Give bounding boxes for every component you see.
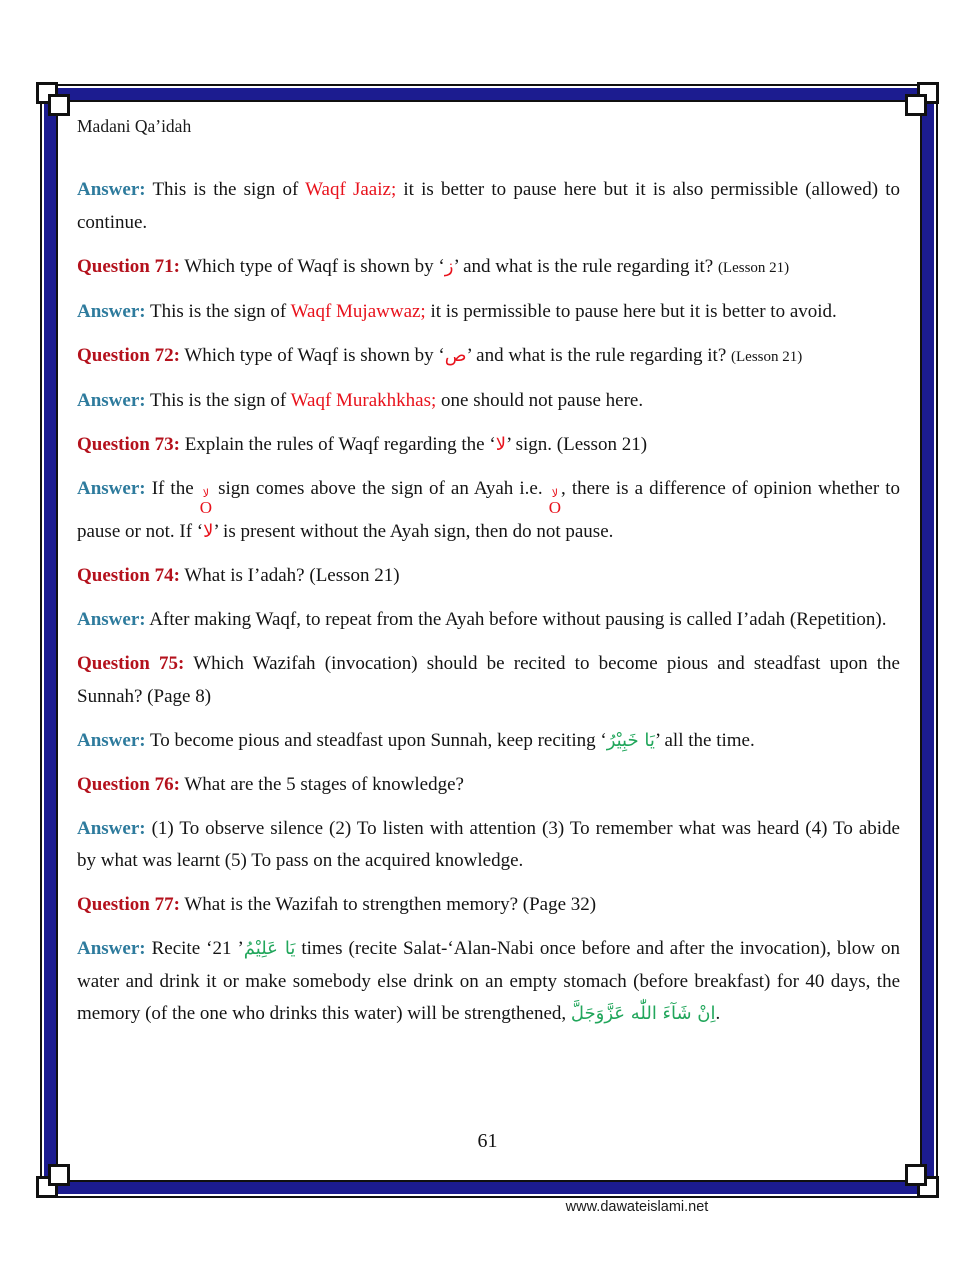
text-run: ’ all the time. xyxy=(654,729,755,751)
answer-label: Answer: xyxy=(77,729,146,751)
question-label: Question 75: xyxy=(77,653,185,675)
text-run: What is I’adah? (Lesson 21) xyxy=(179,565,400,587)
question-paragraph xyxy=(77,769,900,802)
question-paragraph xyxy=(77,648,900,713)
answer-paragraph xyxy=(77,813,900,878)
text-run: This is the sign of xyxy=(145,389,291,411)
arabic-waqf-sign: لا xyxy=(495,433,506,455)
arabic-invocation: اِنْ شَآءَ اللّٰه عَزَّوَجَلَّ xyxy=(570,1003,716,1025)
arabic-waqf-sign: لا xyxy=(203,521,214,543)
text-run: What is the Wazifah to strengthen memory? (Page 32) xyxy=(179,894,597,916)
arabic-invocation: يَا عَلِيْمُ xyxy=(243,938,296,960)
text-run: Which type of Waqf is shown by ‘ xyxy=(179,255,445,277)
arabic-waqf-sign: ز xyxy=(444,255,454,277)
question-paragraph xyxy=(77,560,900,593)
arabic-invocation: يَا خَبِيْرُ xyxy=(606,729,655,751)
answer-label: Answer: xyxy=(77,179,146,200)
answer-label: Answer: xyxy=(77,609,146,631)
corner-ornament-bottom-right-inner xyxy=(905,1164,927,1186)
arabic-waqf-sign: ص xyxy=(444,344,467,366)
answer-label: Answer: xyxy=(77,389,146,411)
text-run: ’ 21 times (recite Salat-‘Alan-Nabi once before and after the invocation), blow on water and drink it or make somebody else drink on an empty stomach (before breakfast) for 40 days, the memory (of the one who drinks this water) will be strengthened, xyxy=(77,938,900,1025)
question-paragraph xyxy=(77,889,900,922)
lesson-ref: (Lesson 21) xyxy=(731,348,803,365)
corner-ornament-bottom-left-inner xyxy=(48,1164,70,1186)
answer-label: Answer: xyxy=(77,938,146,960)
question-label: Question 72: xyxy=(77,344,180,366)
text-run: This is the sign of xyxy=(145,179,306,200)
text-run: . xyxy=(715,1003,721,1025)
question-label: Question 77: xyxy=(77,894,180,916)
answer-paragraph xyxy=(77,385,900,418)
question-label: Question 73: xyxy=(77,433,180,455)
text-run: After making Waqf, to repeat from the Ayah before without pausing is called I’adah (Repetition). xyxy=(145,609,887,631)
page-number: 61 xyxy=(477,1130,498,1152)
la-over-o-sign: لا O xyxy=(548,486,561,517)
text-run: it is permissible to pause here but it is better to avoid. xyxy=(425,300,837,322)
answer-paragraph xyxy=(77,473,900,549)
text-run: ’ is present without the Ayah sign, then do not pause. xyxy=(213,521,614,543)
waqf-term: Waqf Jaaiz; xyxy=(305,179,397,200)
waqf-term: Waqf Murakhkhas; xyxy=(290,389,437,411)
text-run: Recite ‘ xyxy=(145,938,213,960)
text-run: sign comes above the sign of an Ayah i.e. xyxy=(212,477,549,499)
text-run: This is the sign of xyxy=(145,300,291,322)
text-run: it is better to pause here but it is also permissible (allowed) to continue. xyxy=(77,179,900,233)
page-header-title: Madani Qa’idah xyxy=(77,116,192,136)
lesson-ref: (Lesson 21) xyxy=(717,259,790,276)
corner-ornament-top-right-inner xyxy=(905,94,927,116)
text-run: one should not pause here. xyxy=(436,389,644,411)
text-run: , there is a difference of opinion whether to pause or not. If ‘ xyxy=(77,477,901,543)
text-run: To become pious and steadfast upon Sunnah, keep reciting ‘ xyxy=(145,729,607,751)
la-over-o-sign: لا O xyxy=(199,486,213,517)
text-run: (1) To observe silence (2) To listen with attention (3) To remember what was heard (4) To abide by what was learnt (5) To pass on the acquired knowledge. xyxy=(77,817,900,872)
text-run: ’ and what is the rule regarding it? xyxy=(453,255,718,277)
text-run: ’ and what is the rule regarding it? xyxy=(466,344,731,366)
text-run: Which Wazifah (invocation) should be recited to become pious and steadfast upon the Sunnah? (Page 8) xyxy=(77,653,900,707)
answer-paragraph xyxy=(77,296,900,329)
question-label: Question 76: xyxy=(77,773,180,795)
answer-paragraph xyxy=(77,174,900,239)
text-run: If the xyxy=(145,477,200,499)
answer-paragraph xyxy=(77,725,900,758)
question-paragraph xyxy=(77,340,900,374)
text-run: Explain the rules of Waqf regarding the ‘ xyxy=(179,433,496,455)
answer-label: Answer: xyxy=(77,477,146,499)
answer-label: Answer: xyxy=(77,300,146,322)
answer-label: Answer: xyxy=(77,817,146,839)
waqf-term: Waqf Mujawwaz; xyxy=(290,300,426,322)
page-content xyxy=(77,88,900,1042)
question-label: Question 71: xyxy=(77,255,180,277)
answer-paragraph xyxy=(77,604,900,637)
text-run: ’ sign. (Lesson 21) xyxy=(505,433,648,455)
corner-ornament-top-left-inner xyxy=(48,94,70,116)
footer-url: www.dawateislami.net xyxy=(565,1199,709,1215)
question-paragraph xyxy=(77,251,900,285)
question-paragraph xyxy=(77,429,900,462)
text-run: What are the 5 stages of knowledge? xyxy=(179,773,464,795)
answer-paragraph xyxy=(77,933,900,1031)
question-label: Question 74: xyxy=(77,565,180,587)
text-run: Which type of Waqf is shown by ‘ xyxy=(179,344,445,366)
